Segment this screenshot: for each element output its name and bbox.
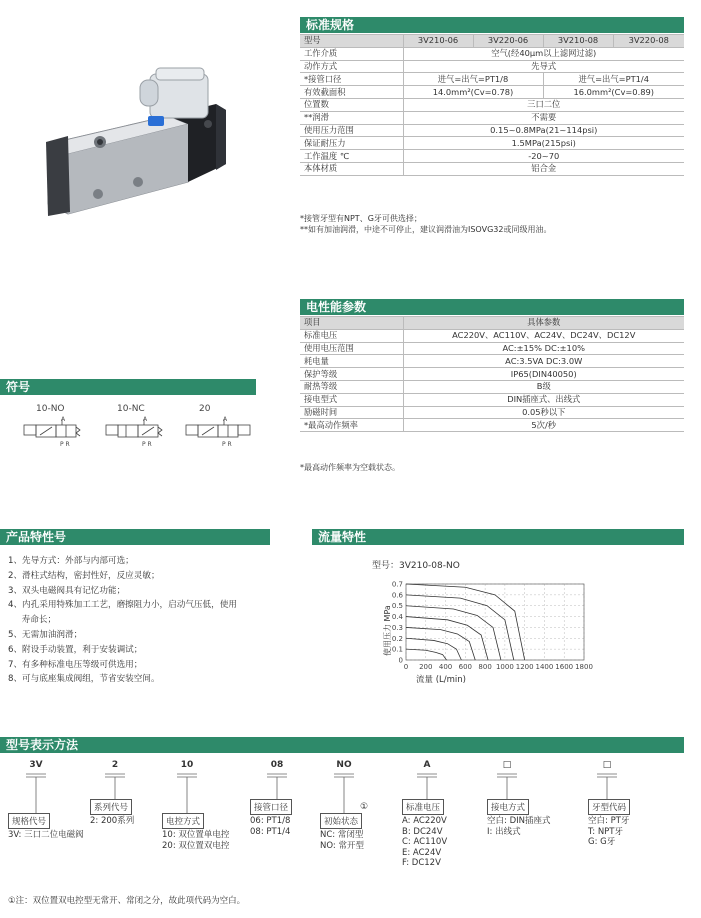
spec-row — [300, 111, 684, 124]
spec-label: **润滑 — [300, 111, 403, 124]
desc-voltage — [402, 816, 447, 869]
model-footnote: ①注：双位置双电控型无常开、常闭之分，故此项代码为空白。 — [8, 896, 246, 906]
model-code-series: 2 — [111, 760, 119, 770]
spec-value: 14.0mm²(Cv=0.78) — [403, 86, 543, 99]
y-tick-label: 0.1 — [391, 645, 403, 654]
model-code-port: 08 — [270, 760, 284, 770]
electric-value: AC:±15% DC:±10% — [403, 342, 684, 355]
electric-section-header: 电性能参数 — [300, 299, 684, 315]
spec-value: 三口二位 — [403, 98, 684, 111]
feature-item: 寿命长； — [8, 615, 57, 626]
x-tick-label: 1400 — [535, 663, 554, 671]
electric-row — [300, 342, 684, 355]
desc-line: 空白: PT牙 — [588, 816, 630, 826]
symbol-label-20: 20 — [199, 404, 211, 414]
electric-header-cell: 项目 — [300, 317, 403, 330]
spec-row — [300, 162, 684, 175]
electric-label: 耗电量 — [300, 355, 403, 368]
desc-line: I: 出线式 — [487, 826, 521, 837]
desc-line: C: AC110V — [402, 837, 448, 847]
desc-line: T: NPT牙 — [588, 826, 624, 837]
electric-value: AC:3.5VA DC:3.0W — [403, 355, 684, 368]
electric-row — [300, 419, 684, 432]
x-tick-label: 1000 — [495, 663, 514, 671]
y-tick-label: 0 — [398, 656, 403, 665]
spec-row — [300, 98, 684, 111]
y-tick-label: 0.3 — [391, 623, 403, 632]
y-tick-label: 0.4 — [391, 613, 403, 622]
model-code-3v: 3V — [29, 760, 43, 770]
tag-series-code: 系列代号 — [90, 799, 132, 815]
feature-item: 4、内孔采用特殊加工工艺，磨擦阻力小，启动气压低，使用 — [8, 600, 237, 611]
electric-label: 耐热等级 — [300, 380, 403, 393]
spec-value: 进气=出气=PT1/4 — [543, 73, 684, 86]
y-tick-label: 0.5 — [391, 602, 403, 611]
y-axis-label: 使用压力 MPa — [383, 605, 392, 656]
desc-line: 20: 双位置双电控 — [162, 840, 230, 851]
desc-connection — [487, 816, 550, 837]
desc-line: G: G牙 — [588, 837, 616, 847]
spec-label: 本体材质 — [300, 162, 403, 175]
y-tick-label: 0.2 — [391, 634, 403, 643]
spec-label: 位置数 — [300, 98, 403, 111]
flow-section-header: 流量特性 — [312, 529, 684, 545]
flow-model-label: 型号：3V210-08-NO — [372, 561, 460, 571]
feature-item: 7、有多种标准电压等级可供选用； — [8, 659, 143, 670]
electric-row — [300, 368, 684, 381]
symbol-label-no: 10-NO — [36, 404, 65, 414]
x-tick-label: 800 — [478, 663, 492, 671]
symbol-port-pr: P R — [142, 441, 152, 448]
spec-value: 进气=出气=PT1/8 — [403, 73, 543, 86]
spec-header-cell: 型号 — [300, 35, 403, 48]
spec-row — [300, 47, 684, 60]
tag-voltage: 标准电压 — [402, 799, 444, 815]
spec-label: 保证耐压力 — [300, 137, 403, 150]
electric-label: 使用电压范围 — [300, 342, 403, 355]
spec-label: 动作方式 — [300, 60, 403, 73]
spec-header-cell: 3V220-06 — [473, 35, 543, 48]
y-tick-label: 0.6 — [391, 591, 403, 600]
symbol-nc-icon — [106, 419, 162, 437]
desc-line: E: AC24V — [402, 847, 442, 858]
electric-note: *最高动作频率为空载状态。 — [300, 463, 400, 472]
spec-value: 先导式 — [403, 60, 684, 73]
x-tick-label: 200 — [419, 663, 433, 671]
electric-row — [300, 406, 684, 419]
spec-label: *接管口径 — [300, 73, 403, 86]
spec-note-line: **如有加油润滑，中途不可停止，建议润滑油为ISOVG32或同级用油。 — [300, 225, 552, 234]
spec-value: -20~70 — [403, 150, 684, 163]
electric-value: 5次/秒 — [403, 419, 684, 432]
electric-label: 励磁时间 — [300, 406, 403, 419]
desc-line: 08: PT1/4 — [250, 826, 291, 837]
tag-control-mode: 电控方式 — [162, 813, 204, 829]
electric-value: 0.05秒以下 — [403, 406, 684, 419]
electric-header-row — [300, 317, 684, 330]
electric-label: 标准电压 — [300, 329, 403, 342]
electric-row — [300, 355, 684, 368]
feature-item: 1、先导方式：外部与内部可选； — [8, 556, 134, 566]
desc-line: 空白: DIN插座式 — [487, 816, 551, 826]
desc-line: B: DC24V — [402, 826, 443, 837]
desc-initial-state — [320, 830, 364, 851]
feature-item: 6、附设手动装置，利于安装调试； — [8, 644, 143, 655]
feature-item: 5、无需加油润滑； — [8, 629, 83, 640]
feature-item: 8、可与底座集成阀组，节省安装空间。 — [8, 674, 160, 685]
spec-row — [300, 60, 684, 73]
x-tick-label: 0 — [403, 663, 409, 671]
spec-table — [300, 34, 684, 176]
symbol-port-a: A — [61, 416, 66, 423]
electric-value: IP65(DIN40050) — [403, 368, 684, 381]
symbol-label-nc: 10-NC — [117, 404, 145, 414]
features-list — [8, 554, 237, 687]
valve-product-image — [38, 64, 248, 216]
desc-line: F: DC12V — [402, 858, 441, 868]
spec-notes — [300, 213, 684, 235]
model-code-control: 10 — [180, 760, 194, 770]
electric-label: *最高动作频率 — [300, 419, 403, 432]
tag-spec-code: 规格代号 — [8, 813, 50, 829]
desc-line: 2: 200系列 — [90, 816, 135, 826]
electric-label: 接电型式 — [300, 393, 403, 406]
desc-spec-code — [8, 830, 84, 841]
circle-mark: ① — [360, 802, 369, 812]
y-tick-label: 0.7 — [391, 580, 403, 589]
desc-line: 06: PT1/8 — [250, 816, 291, 826]
spec-row — [300, 124, 684, 137]
electric-value: B级 — [403, 380, 684, 393]
desc-control-mode — [162, 830, 229, 851]
desc-series-code — [90, 816, 134, 827]
symbol-port-pr: P R — [60, 441, 70, 448]
spec-row — [300, 150, 684, 163]
electric-row — [300, 393, 684, 406]
spec-value: 不需要 — [403, 111, 684, 124]
model-code-thread: □ — [602, 760, 612, 770]
desc-line: 3V: 三口二位电磁阀 — [8, 830, 84, 840]
desc-thread — [588, 816, 629, 848]
electric-row — [300, 329, 684, 342]
tag-connection: 接电方式 — [487, 799, 529, 815]
electric-table — [300, 316, 684, 432]
spec-value: 16.0mm²(Cv=0.89) — [543, 86, 684, 99]
plot-frame — [406, 584, 584, 660]
electric-header-cell: 具体参数 — [403, 317, 684, 330]
desc-line: NO: 常开型 — [320, 840, 364, 851]
spec-header-cell: 3V210-08 — [543, 35, 613, 48]
desc-line: 10: 双位置单电控 — [162, 830, 230, 840]
spec-label: 工作温度 ℃ — [300, 150, 403, 163]
x-tick-label: 1200 — [515, 663, 534, 671]
electric-value: DIN插座式、出线式 — [403, 393, 684, 406]
spec-label: 工作介质 — [300, 47, 403, 60]
spec-value: 0.15~0.8MPa(21~114psi) — [403, 124, 684, 137]
x-tick-label: 600 — [458, 663, 473, 671]
features-section-header: 产品特性号 — [0, 529, 270, 545]
valve-symbols — [18, 415, 268, 451]
electric-label: 保护等级 — [300, 368, 403, 381]
symbol-port-a: A — [223, 416, 228, 423]
flow-curve — [406, 627, 475, 660]
symbol-section-header: 符号 — [0, 379, 256, 395]
spec-value: 铝合金 — [403, 162, 684, 175]
spec-value: 1.5MPa(215psi) — [403, 137, 684, 150]
x-tick-label: 1600 — [555, 663, 574, 671]
symbol-port-pr: P R — [222, 441, 232, 448]
spec-note-line: *接管牙型有NPT、G牙可供选择； — [300, 214, 422, 223]
spec-row — [300, 86, 684, 99]
tag-port-size: 接管口径 — [250, 799, 292, 815]
symbol-20-icon — [186, 419, 250, 437]
flow-curve — [406, 649, 447, 660]
feature-item: 2、滑柱式结构，密封性好，反应灵敏； — [8, 570, 160, 581]
model-code-section-header: 型号表示方法 — [0, 737, 684, 753]
x-tick-label: 1800 — [575, 663, 593, 671]
symbol-port-a: A — [143, 416, 148, 423]
spec-header-cell: 3V210-06 — [403, 35, 473, 48]
spec-header-row — [300, 35, 684, 48]
spec-label: 有效截面积 — [300, 86, 403, 99]
tag-initial-state: 初始状态 — [320, 813, 362, 829]
desc-port-size — [250, 816, 290, 837]
model-code-voltage: A — [423, 760, 431, 770]
electric-row — [300, 380, 684, 393]
x-axis-label: 流量 (L/min) — [416, 675, 466, 685]
spec-header-cell: 3V220-08 — [613, 35, 684, 48]
desc-line: NC: 常闭型 — [320, 830, 364, 840]
spec-value: 空气(经40μm以上滤网过滤) — [403, 47, 684, 60]
spec-row — [300, 137, 684, 150]
model-code-state: NO — [336, 760, 352, 770]
model-code-connection: □ — [502, 760, 512, 770]
spec-row — [300, 73, 684, 86]
electric-value: AC220V、AC110V、AC24V、DC24V、DC12V — [403, 329, 684, 342]
symbol-no-icon — [24, 419, 80, 437]
flow-chart — [364, 576, 624, 694]
feature-item: 3、双头电磁阀具有记忆功能； — [8, 585, 126, 596]
tag-thread: 牙型代码 — [588, 799, 630, 815]
x-tick-label: 400 — [438, 663, 453, 671]
spec-section-header: 标准规格 — [300, 17, 684, 33]
spec-label: 使用压力范围 — [300, 124, 403, 137]
desc-line: A: AC220V — [402, 816, 447, 826]
